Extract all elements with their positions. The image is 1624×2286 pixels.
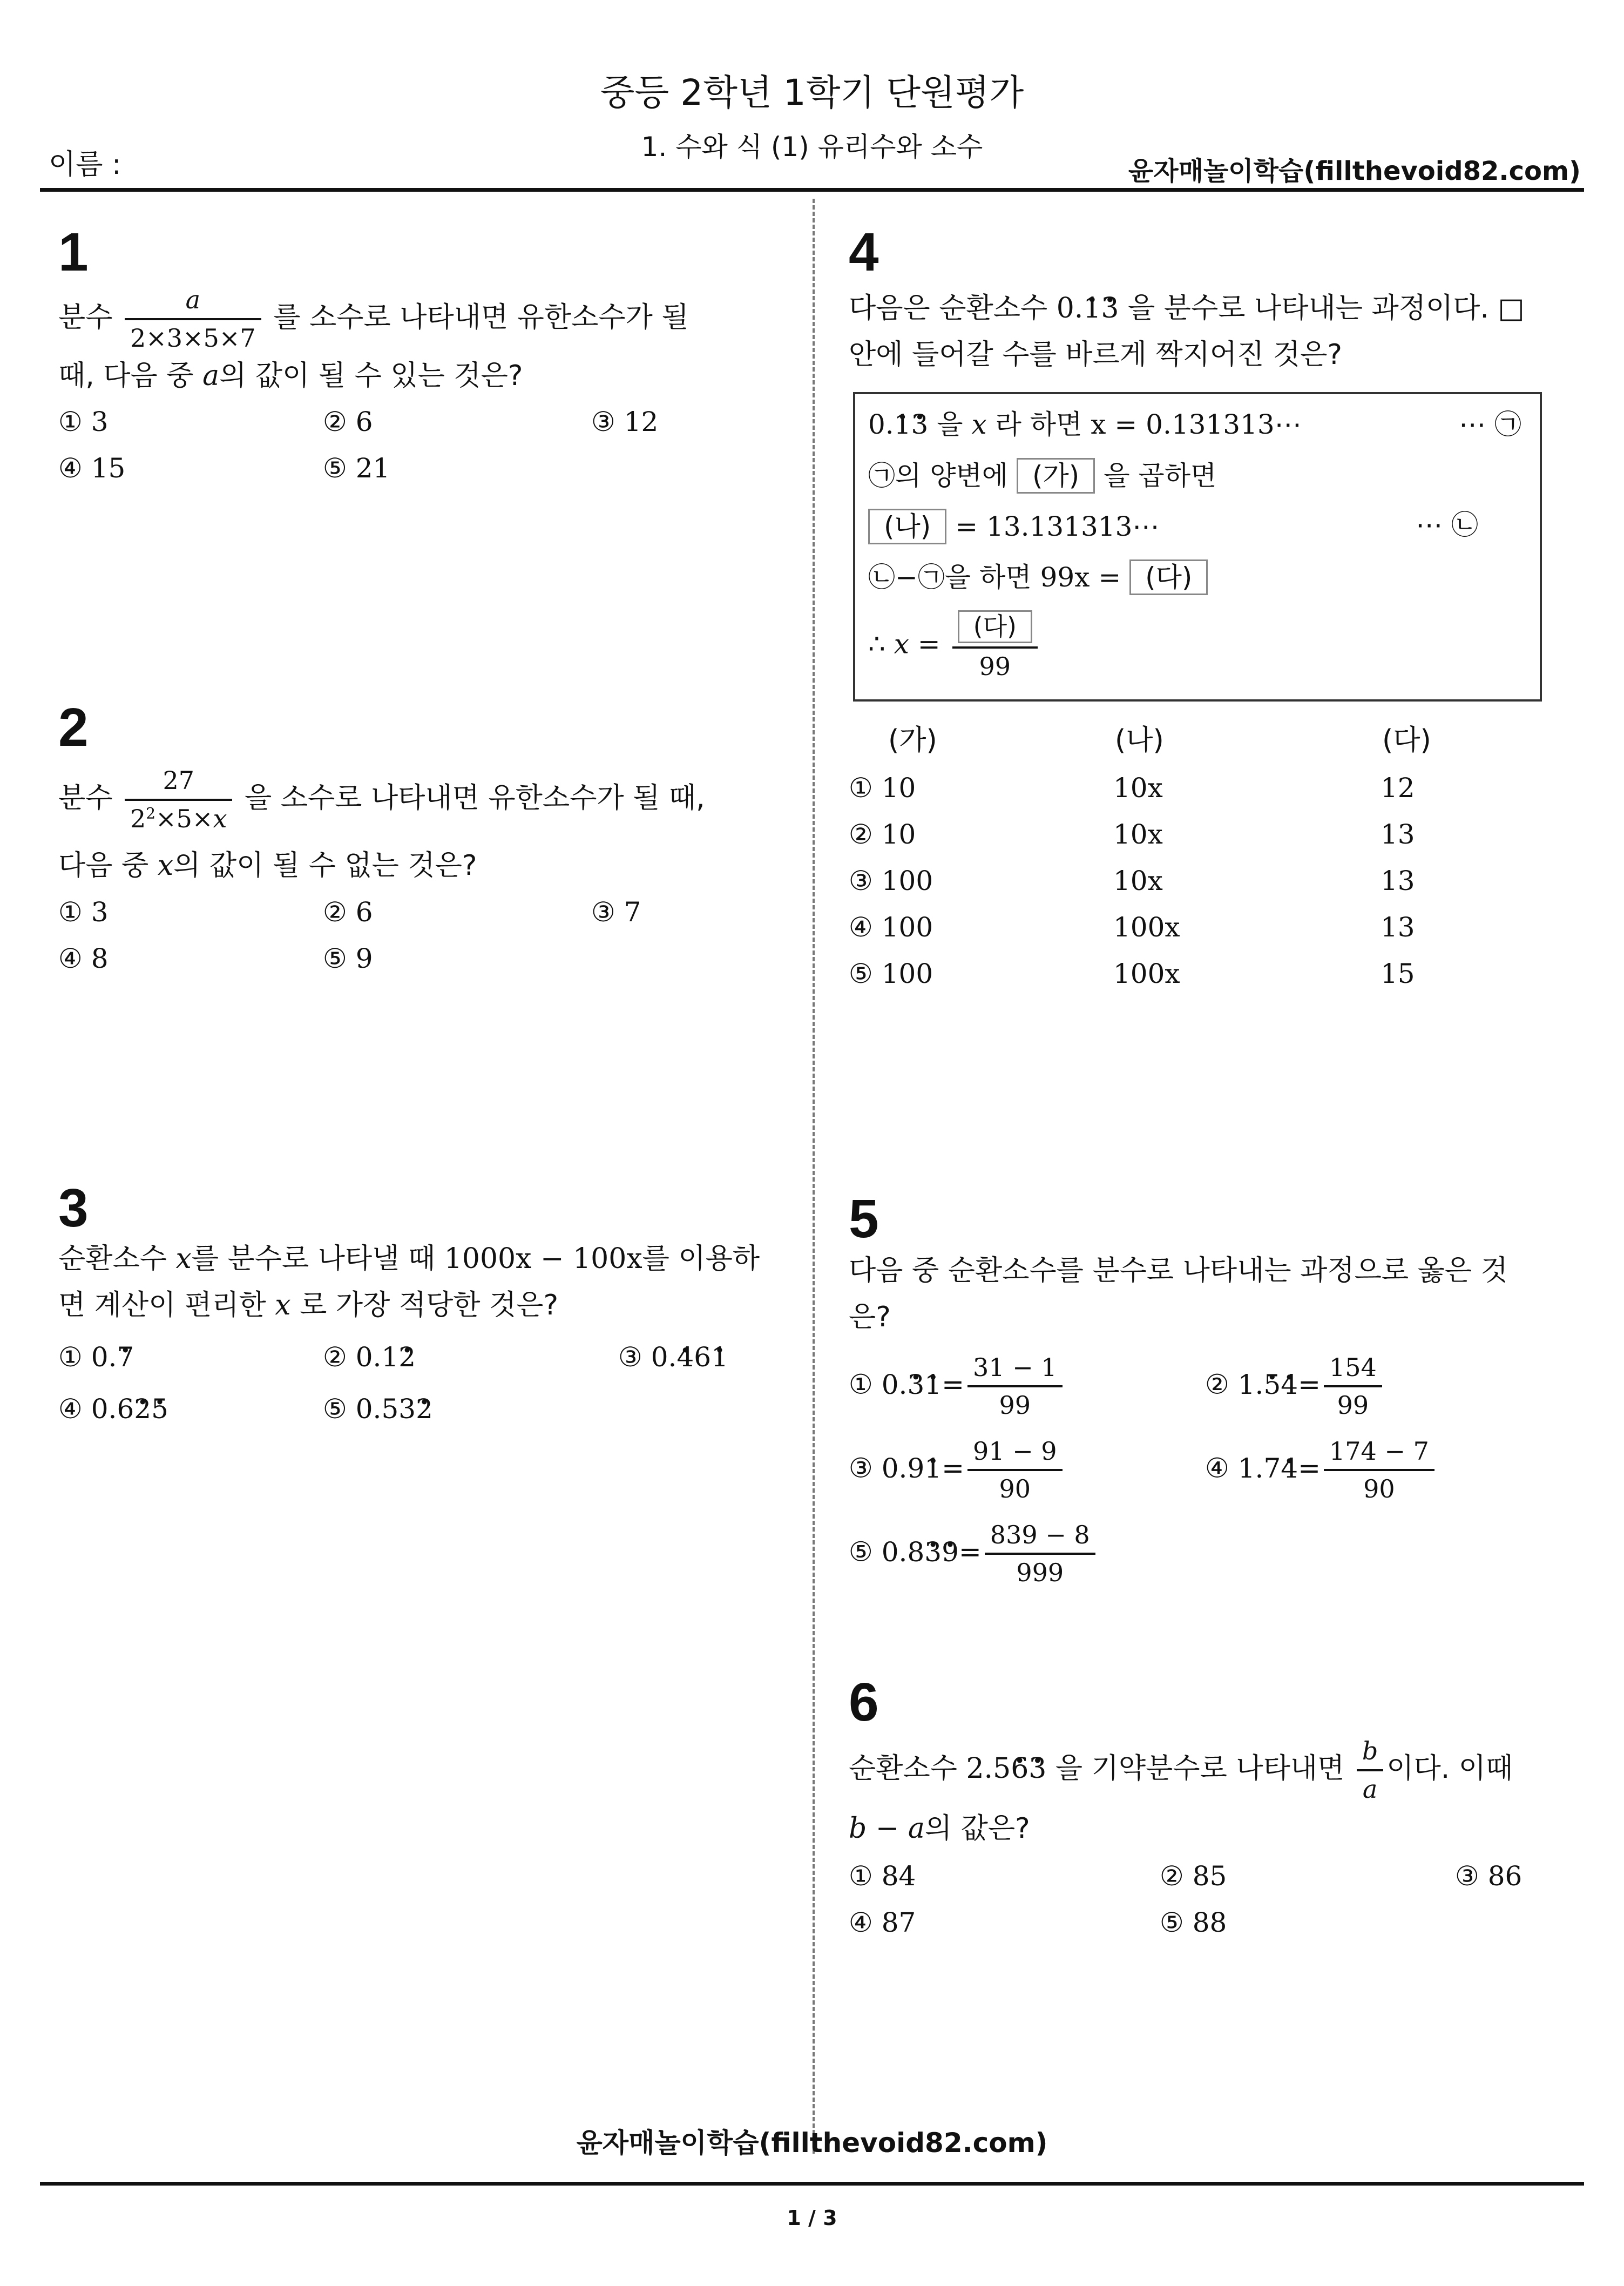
q5-option-1[interactable]: ① 0.. 3. 1= $\frac{31 - 1}{99}$ — [849, 1353, 1066, 1420]
page-subtitle: 1. 수와 식 (1) 유리수와 소수 — [641, 131, 983, 163]
question-3-line2: 면 계산이 편리한 x 로 가장 적당한 것은? — [58, 1289, 559, 1321]
q6-option-5[interactable]: ⑤ 88 — [1160, 1907, 1227, 1938]
q6-option-2[interactable]: ② 85 — [1160, 1860, 1227, 1892]
q2-option-1[interactable]: ① 3 — [58, 896, 109, 928]
q6-option-3[interactable]: ③ 86 — [1455, 1860, 1522, 1892]
question-1-number: 1 — [58, 222, 89, 282]
q4-option-5[interactable]: ⑤ 100 100x 15 — [849, 958, 1415, 989]
footer-rule — [40, 2182, 1584, 2186]
q3-option-3[interactable]: ③ 0.. 46. 1 — [618, 1341, 728, 1373]
q2-option-4[interactable]: ④ 8 — [58, 943, 109, 974]
table-header-na: (나) — [1115, 724, 1164, 757]
question-4-line1: 다음은 순환소수 0.. 1. 3 을 분수로 나타내는 과정이다. □ — [849, 292, 1551, 325]
question-3-number: 3 — [58, 1178, 89, 1238]
q1-option-4[interactable]: ④ 15 — [58, 453, 126, 484]
q1-option-1[interactable]: ① 3 — [58, 406, 109, 437]
q4-option-4[interactable]: ④ 100 100x 13 — [849, 912, 1415, 943]
q5-option-4[interactable]: ④ 1.7. 4= $\frac{174 - 7}{90}$ — [1205, 1437, 1438, 1503]
question-2-fraction: $\frac{27}{2^2\times 5\times x}$ — [125, 766, 232, 834]
q1-option-2[interactable]: ② 6 — [323, 406, 373, 437]
table-header-da: (다) — [1382, 724, 1431, 757]
blank-da: (다) — [1129, 559, 1208, 595]
question-6-number: 6 — [849, 1672, 879, 1732]
question-5-line2: 은? — [849, 1301, 891, 1333]
question-4-number: 4 — [849, 222, 879, 282]
q2-option-2[interactable]: ② 6 — [323, 896, 373, 928]
process-row-1: 0.. 1. 3 을 x 라 하면 x = 0.131313⋯ ⋯ ㉠ — [868, 408, 1532, 441]
q4-option-3[interactable]: ③ 100 10x 13 — [849, 865, 1415, 896]
question-6-line1: 순환소수 2.5. 6. 3 을 기약분수로 나타내면 $\frac{b}{a}$ 이다. 이때 — [849, 1736, 1567, 1804]
q5-option-2[interactable]: ② 1.. 5. 4= $\frac{154}{99}$ — [1205, 1353, 1385, 1420]
q5-option-5[interactable]: ⑤ 0.8. 3. 9= $\frac{839 - 8}{999}$ — [849, 1520, 1099, 1587]
q1-option-3[interactable]: ③ 12 — [591, 406, 659, 437]
column-divider — [813, 199, 815, 2154]
question-3-line1: 순환소수 x를 분수로 나타낼 때 1000x − 100x를 이용하 — [58, 1243, 760, 1275]
blank-ga: (가) — [1017, 458, 1095, 494]
table-header-ga: (가) — [888, 724, 937, 757]
q3-option-5[interactable]: ⑤ 0.53. 2 — [323, 1393, 433, 1425]
question-5-line1: 다음 중 순환소수를 분수로 나타내는 과정으로 옳은 것 — [849, 1255, 1508, 1287]
question-6-line2: b − a의 값은? — [849, 1812, 1030, 1845]
q2-option-5[interactable]: ⑤ 9 — [323, 943, 373, 974]
process-row-2: ㉠의 양변에 (가) 을 곱하면 — [868, 458, 1216, 494]
q6-option-4[interactable]: ④ 87 — [849, 1907, 916, 1938]
q5-option-3[interactable]: ③ 0.9. 1= $\frac{91 - 9}{90}$ — [849, 1437, 1066, 1503]
q1-option-5[interactable]: ⑤ 21 — [323, 453, 390, 484]
q3-option-1[interactable]: ① 0.. 7 — [58, 1341, 134, 1373]
q4-option-1[interactable]: ① 10 10x 12 — [849, 772, 1415, 804]
process-row-3: (나) = 13.131313⋯ ⋯ ㉡ — [868, 509, 1532, 544]
q6-option-1[interactable]: ① 84 — [849, 1860, 916, 1892]
process-row-5: ∴ x = $\frac{\text{(다)}}{99}$ — [868, 610, 1041, 682]
q2-option-3[interactable]: ③ 7 — [591, 896, 641, 928]
question-2-line2: 다음 중 x의 값이 될 수 없는 것은? — [58, 849, 477, 882]
question-1-line2: 때, 다음 중 a의 값이 될 수 있는 것은? — [58, 360, 523, 392]
page-title: 중등 2학년 1학기 단원평가 — [600, 72, 1024, 113]
question-2-line1: 분수 $\frac{27}{2^2\times 5\times x}$ 을 소수로 나타내면 유한소수가 될 때, — [58, 766, 705, 834]
question-2-number: 2 — [58, 697, 89, 758]
q3-option-4[interactable]: ④ 0.6. 2. 5 — [58, 1393, 168, 1425]
page-number: 1 / 3 — [787, 2206, 837, 2230]
process-row-4: ㉡−㉠을 하면 99x = (다) — [868, 559, 1208, 595]
brand-header: 윤자매놀이학습(fillthevoid82.com) — [1128, 156, 1581, 186]
q3-option-2[interactable]: ② 0.1. 2 — [323, 1341, 416, 1373]
process-box — [853, 392, 1542, 702]
q4-option-2[interactable]: ② 10 10x 13 — [849, 819, 1415, 850]
header-rule — [40, 188, 1584, 192]
question-1-fraction: $\frac{a}{2\times 3\times 5\times 7}$ — [125, 285, 261, 353]
brand-footer: 윤자매놀이학습(fillthevoid82.com) — [576, 2127, 1048, 2159]
question-5-number: 5 — [849, 1189, 879, 1249]
name-label: 이름 : — [49, 149, 121, 181]
blank-na: (나) — [868, 509, 946, 544]
question-1-line1: 분수 $\frac{a}{2\times 3\times 5\times 7}$ 를 소수로 나타내면 유한소수가 될 — [58, 285, 689, 353]
question-4-line2: 안에 들어갈 수를 바르게 짝지어진 것은? — [849, 339, 1342, 371]
